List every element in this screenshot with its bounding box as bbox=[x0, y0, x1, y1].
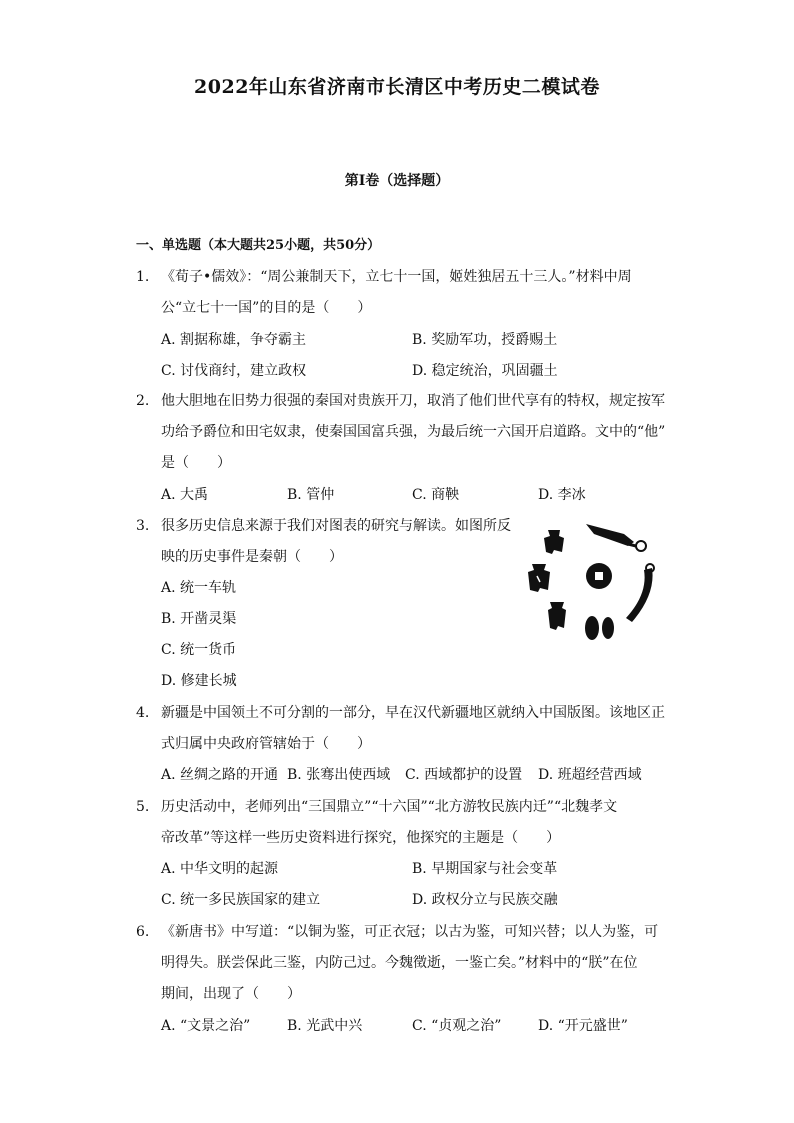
option-a[interactable]: A. 大禹 bbox=[161, 487, 209, 503]
option-c[interactable]: C. 商鞅 bbox=[412, 487, 460, 503]
question-line: 式归属中央政府管辖始于（ ） bbox=[161, 736, 371, 752]
option-d[interactable]: D. 李冰 bbox=[538, 487, 586, 503]
option-b[interactable]: B. 开凿灵渠 bbox=[161, 611, 237, 627]
option-b[interactable]: B. 早期国家与社会变革 bbox=[412, 861, 558, 877]
option-a[interactable]: A. 丝绸之路的开通 bbox=[161, 767, 279, 783]
volume-heading: 第Ⅰ卷（选择题） bbox=[344, 173, 450, 189]
question-line: 他大胆地在旧势力很强的秦国对贵族开刀，取消了他们世代享有的特权，规定按军 bbox=[161, 393, 665, 409]
exam-title: 2022年山东省济南市长清区中考历史二模试卷 bbox=[194, 76, 600, 98]
question-number: 3. bbox=[136, 518, 150, 534]
option-c[interactable]: C. 统一多民族国家的建立 bbox=[161, 892, 321, 908]
question-number: 4. bbox=[136, 705, 150, 721]
option-d[interactable]: D. 班超经营西域 bbox=[538, 767, 642, 783]
question-line: 新疆是中国领土不可分割的一部分，早在汉代新疆地区就纳入中国版图。该地区正 bbox=[161, 705, 665, 721]
question-line: 《新唐书》中写道：“以铜为鉴，可正衣冠；以古为鉴，可知兴替；以人为鉴，可 bbox=[161, 924, 659, 940]
option-b[interactable]: B. 光武中兴 bbox=[287, 1018, 363, 1034]
option-a[interactable]: A. “文景之治” bbox=[161, 1018, 251, 1034]
ancient-coins-image bbox=[524, 516, 664, 640]
section-heading: 一、单选题（本大题共25小题，共50分） bbox=[136, 238, 381, 253]
question-line: 明得失。朕尝保此三鉴，内防己过。今魏徵逝，一鉴亡矣。”材料中的“朕”在位 bbox=[161, 955, 638, 971]
option-b[interactable]: B. 张骞出使西域 bbox=[287, 767, 391, 783]
question-line: 期间，出现了（ ） bbox=[161, 986, 301, 1002]
question-line: 《荀子•儒效》：“周公兼制天下，立七十一国，姬姓独居五十三人。”材料中周 bbox=[161, 269, 632, 285]
question-line: 公“立七十一国”的目的是（ ） bbox=[161, 300, 372, 316]
option-a[interactable]: A. 割据称雄，争夺霸主 bbox=[161, 332, 307, 348]
question-number: 2. bbox=[136, 393, 150, 409]
option-c[interactable]: C. 讨伐商纣，建立政权 bbox=[161, 363, 307, 379]
option-b[interactable]: B. 管仲 bbox=[287, 487, 335, 503]
option-a[interactable]: A. 中华文明的起源 bbox=[161, 861, 279, 877]
question-line: 很多历史信息来源于我们对图表的研究与解读。如图所反 bbox=[161, 518, 511, 534]
option-a[interactable]: A. 统一车轨 bbox=[161, 580, 237, 596]
option-d[interactable]: D. 修建长城 bbox=[161, 673, 237, 689]
question-number: 1. bbox=[136, 269, 150, 285]
question-line: 功给予爵位和田宅奴隶，使秦国国富兵强，为最后统一六国开启道路。文中的“他” bbox=[161, 424, 666, 440]
option-c[interactable]: C. 西域都护的设置 bbox=[405, 767, 523, 783]
question-line: 映的历史事件是秦朝（ ） bbox=[161, 549, 343, 565]
option-c[interactable]: C. 统一货币 bbox=[161, 642, 237, 658]
option-d[interactable]: D. 政权分立与民族交融 bbox=[412, 892, 558, 908]
question-line: 是（ ） bbox=[161, 455, 231, 471]
question-number: 5. bbox=[136, 799, 150, 815]
option-b[interactable]: B. 奖励军功，授爵赐土 bbox=[412, 332, 558, 348]
question-line: 历史活动中，老师列出“三国鼎立”“十六国”“北方游牧民族内迁”“北魏孝文 bbox=[161, 799, 618, 815]
question-number: 6. bbox=[136, 924, 150, 940]
question-line: 帝改革”等这样一些历史资料进行探究，他探究的主题是（ ） bbox=[161, 830, 561, 846]
option-d[interactable]: D. 稳定统治，巩固疆土 bbox=[412, 363, 558, 379]
option-d[interactable]: D. “开元盛世” bbox=[538, 1018, 628, 1034]
option-c[interactable]: C. “贞观之治” bbox=[412, 1018, 502, 1034]
